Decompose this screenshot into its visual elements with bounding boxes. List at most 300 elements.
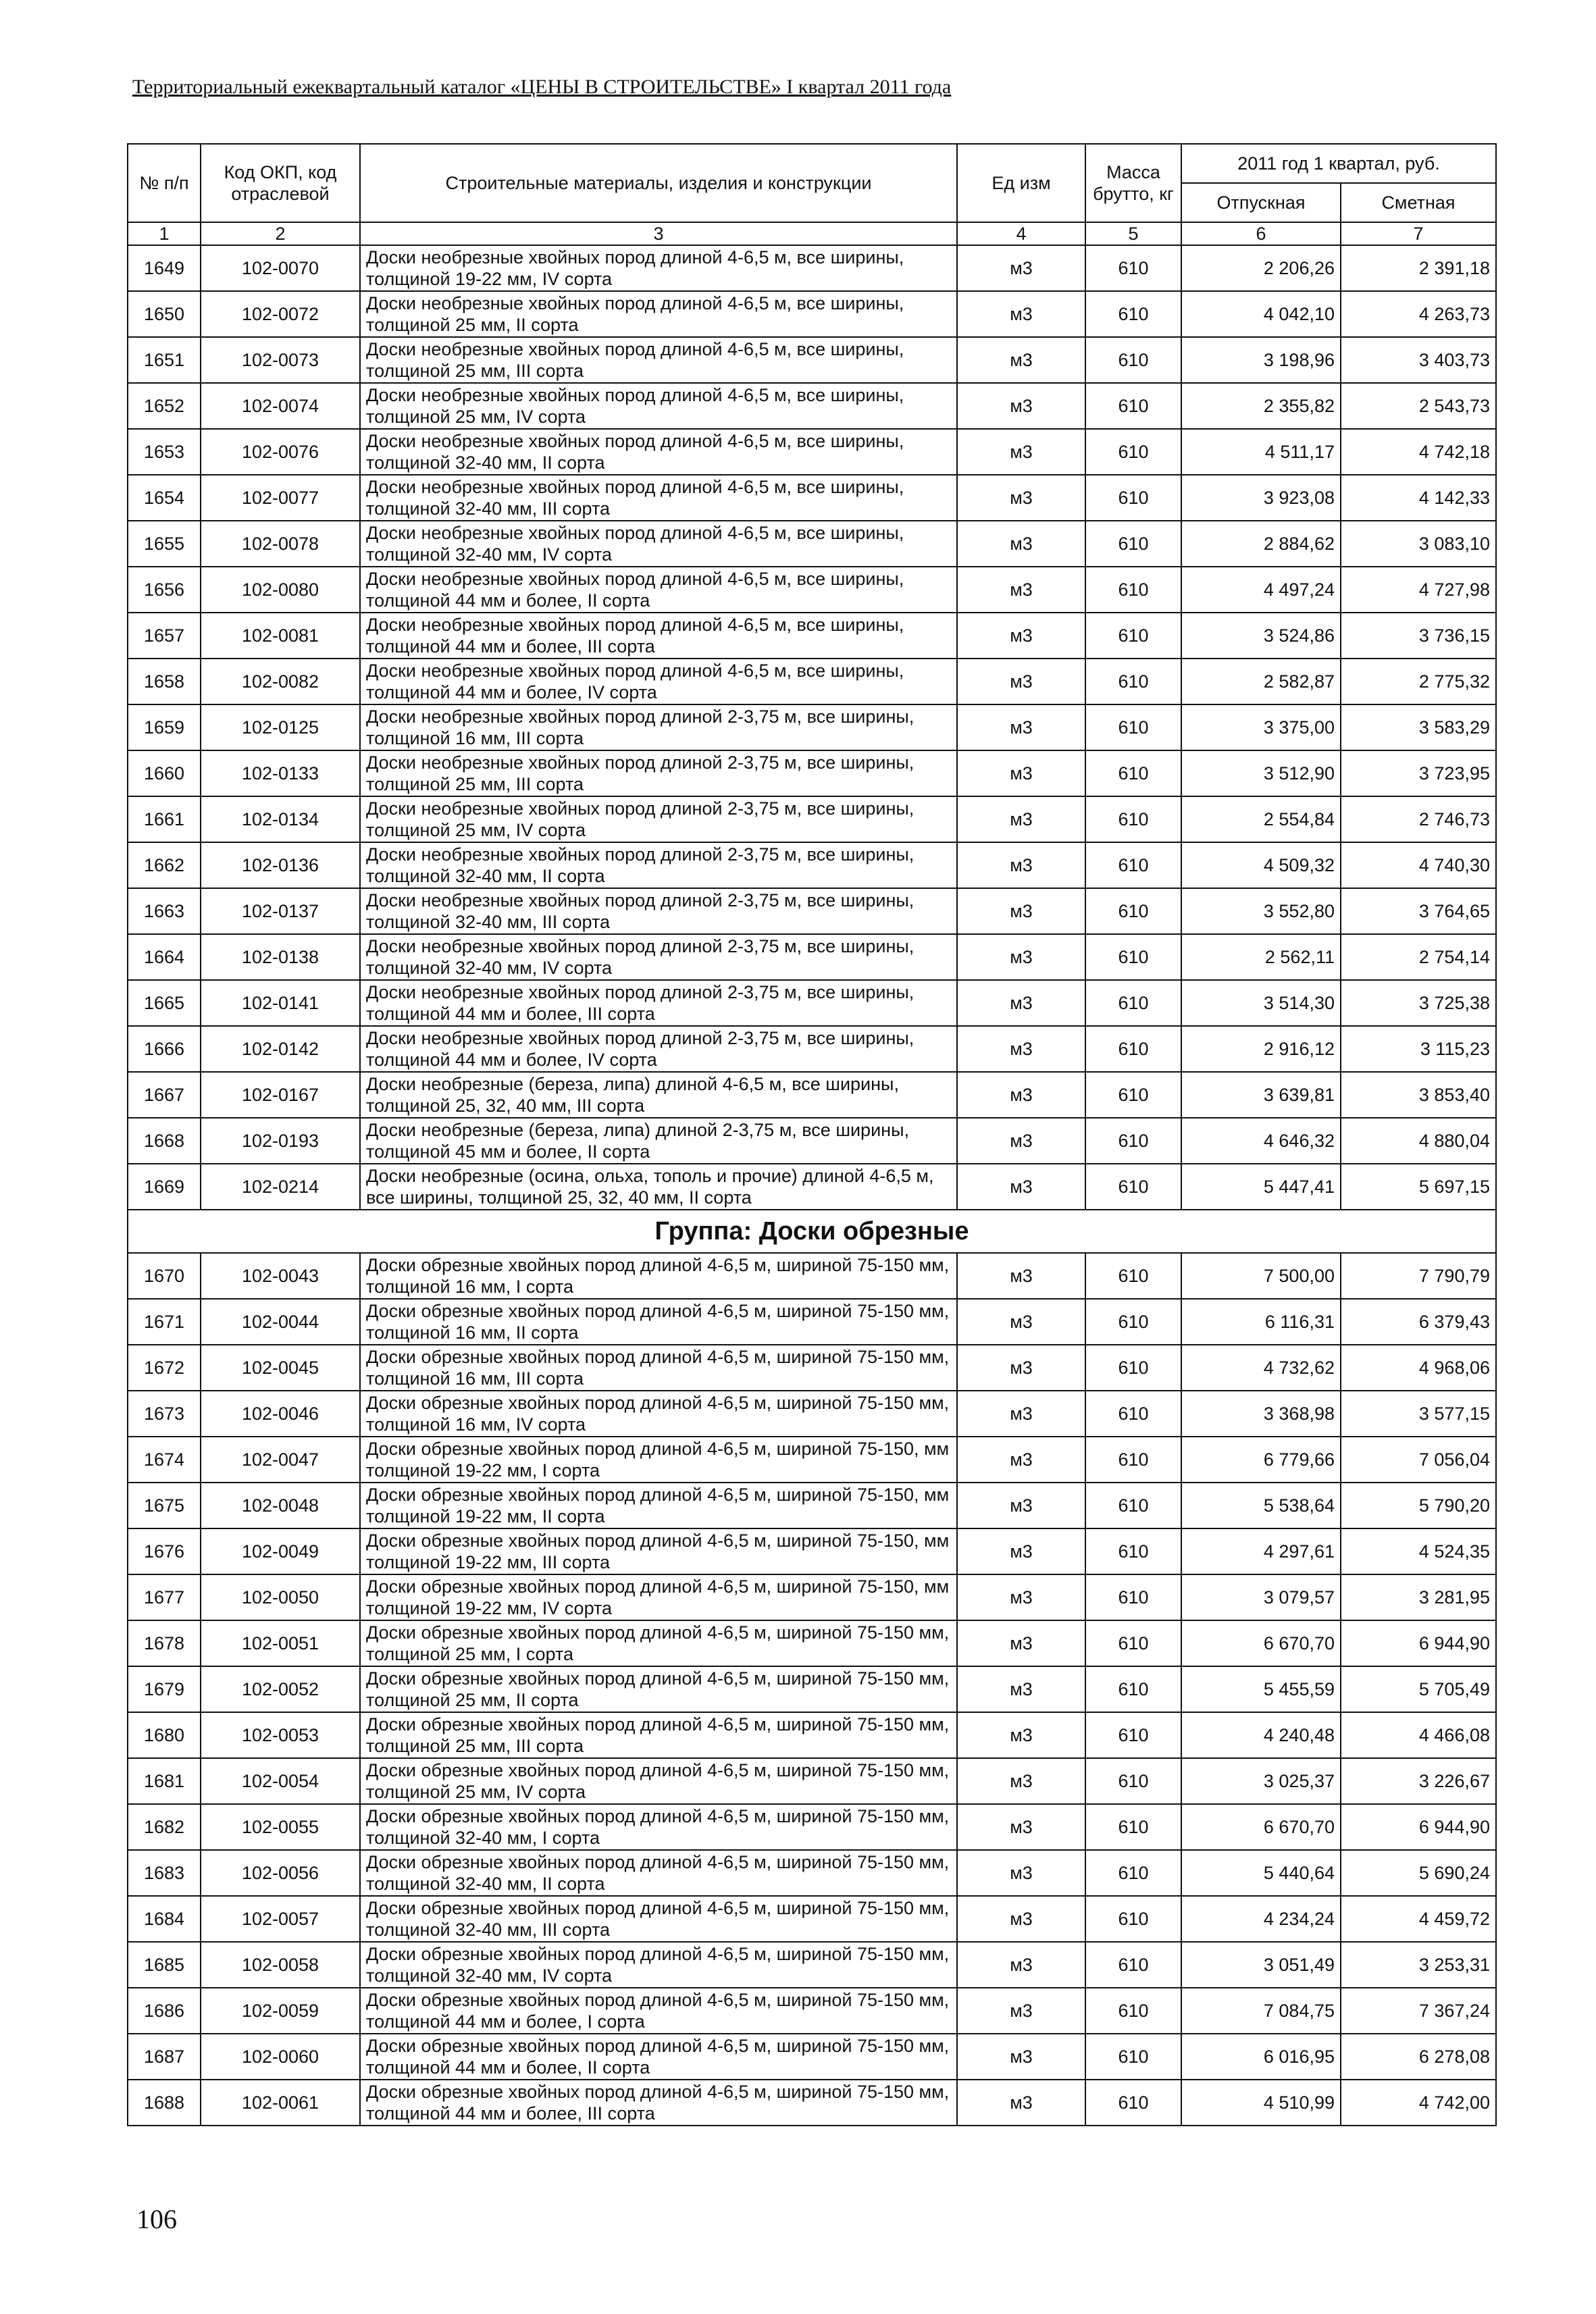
row-price-estimate: 3 736,15 <box>1341 613 1496 659</box>
row-number: 1669 <box>128 1164 201 1210</box>
row-price-release: 3 639,81 <box>1181 1072 1341 1118</box>
row-number: 1675 <box>128 1483 201 1528</box>
row-mass: 610 <box>1085 1574 1181 1620</box>
table-row <box>128 1483 1496 1528</box>
row-number: 1685 <box>128 1942 201 1988</box>
row-name: Доски необрезные (береза, липа) длиной 4-6,5 м, все ширины, толщиной 25, 32, 40 мм, III сорта <box>360 1072 957 1118</box>
row-unit: м3 <box>957 750 1085 796</box>
column-number-row <box>128 222 1496 245</box>
column-number: 1 <box>128 222 201 245</box>
row-number: 1668 <box>128 1118 201 1164</box>
row-price-release: 5 440,64 <box>1181 1850 1341 1896</box>
row-number: 1686 <box>128 1988 201 2034</box>
row-name: Доски необрезные хвойных пород длиной 4-6,5 м, все ширины, толщиной 25 мм, III сорта <box>360 337 957 383</box>
row-code: 102-0133 <box>201 750 360 796</box>
row-code: 102-0081 <box>201 613 360 659</box>
row-price-estimate: 4 459,72 <box>1341 1896 1496 1942</box>
row-name: Доски необрезные хвойных пород длиной 4-6,5 м, все ширины, толщиной 32-40 мм, II сорта <box>360 429 957 475</box>
row-unit: м3 <box>957 659 1085 704</box>
column-header-period: 2011 год 1 квартал, руб. <box>1181 144 1496 183</box>
row-price-estimate: 2 775,32 <box>1341 659 1496 704</box>
table-row <box>128 1026 1496 1072</box>
row-price-release: 4 732,62 <box>1181 1345 1341 1391</box>
row-number: 1679 <box>128 1666 201 1712</box>
row-code: 102-0059 <box>201 1988 360 2034</box>
row-unit: м3 <box>957 1942 1085 1988</box>
column-number: 6 <box>1181 222 1341 245</box>
row-price-release: 5 447,41 <box>1181 1164 1341 1210</box>
row-code: 102-0082 <box>201 659 360 704</box>
page-number: 106 <box>136 2204 177 2234</box>
row-name: Доски необрезные хвойных пород длиной 4-6,5 м, все ширины, толщиной 25 мм, IV сорта <box>360 383 957 429</box>
row-number: 1683 <box>128 1850 201 1896</box>
row-unit: м3 <box>957 567 1085 613</box>
row-code: 102-0045 <box>201 1345 360 1391</box>
row-price-release: 4 511,17 <box>1181 429 1341 475</box>
row-name: Доски необрезные хвойных пород длиной 2-3,75 м, все ширины, толщиной 32-40 мм, III сорта <box>360 888 957 934</box>
row-number: 1661 <box>128 796 201 842</box>
row-name: Доски необрезные хвойных пород длиной 4-6,5 м, все ширины, толщиной 44 мм и более, III сорта <box>360 613 957 659</box>
row-code: 102-0134 <box>201 796 360 842</box>
row-name: Доски обрезные хвойных пород длиной 4-6,5 м, шириной 75-150 мм, толщиной 32-40 мм, III сорта <box>360 1896 957 1942</box>
row-name: Доски обрезные хвойных пород длиной 4-6,5 м, шириной 75-150 мм, толщиной 16 мм, II сорта <box>360 1299 957 1345</box>
row-name: Доски обрезные хвойных пород длиной 4-6,5 м, шириной 75-150 мм, толщиной 25 мм, IV сорта <box>360 1758 957 1804</box>
row-unit: м3 <box>957 1072 1085 1118</box>
row-name: Доски обрезные хвойных пород длиной 4-6,5 м, шириной 75-150, мм толщиной 19-22 мм, II сорта <box>360 1483 957 1528</box>
row-code: 102-0048 <box>201 1483 360 1528</box>
table-row <box>128 1896 1496 1942</box>
row-number: 1682 <box>128 1804 201 1850</box>
row-price-release: 2 582,87 <box>1181 659 1341 704</box>
row-code: 102-0049 <box>201 1528 360 1574</box>
table-row <box>128 1850 1496 1896</box>
row-number: 1665 <box>128 980 201 1026</box>
row-unit: м3 <box>957 1299 1085 1345</box>
row-mass: 610 <box>1085 1712 1181 1758</box>
row-name: Доски обрезные хвойных пород длиной 4-6,5 м, шириной 75-150, мм толщиной 19-22 мм, IV сорта <box>360 1574 957 1620</box>
row-number: 1655 <box>128 521 201 567</box>
row-code: 102-0054 <box>201 1758 360 1804</box>
row-number: 1672 <box>128 1345 201 1391</box>
table-row <box>128 1253 1496 1299</box>
row-price-estimate: 3 226,67 <box>1341 1758 1496 1804</box>
row-price-estimate: 3 577,15 <box>1341 1391 1496 1437</box>
table-row <box>128 613 1496 659</box>
row-mass: 610 <box>1085 1666 1181 1712</box>
group-section <box>128 1210 1496 1253</box>
table-row <box>128 475 1496 521</box>
row-price-estimate: 4 968,06 <box>1341 1345 1496 1391</box>
row-code: 102-0051 <box>201 1620 360 1666</box>
row-name: Доски обрезные хвойных пород длиной 4-6,5 м, шириной 75-150 мм, толщиной 32-40 мм, II сорта <box>360 1850 957 1896</box>
row-number: 1662 <box>128 842 201 888</box>
row-unit: м3 <box>957 1666 1085 1712</box>
table-row <box>128 750 1496 796</box>
row-unit: м3 <box>957 613 1085 659</box>
table-row <box>128 1620 1496 1666</box>
row-mass: 610 <box>1085 337 1181 383</box>
row-mass: 610 <box>1085 1345 1181 1391</box>
row-price-estimate: 5 690,24 <box>1341 1850 1496 1896</box>
row-mass: 610 <box>1085 475 1181 521</box>
row-number: 1666 <box>128 1026 201 1072</box>
row-price-estimate: 5 705,49 <box>1341 1666 1496 1712</box>
table-row <box>128 842 1496 888</box>
row-number: 1667 <box>128 1072 201 1118</box>
table-row <box>128 934 1496 980</box>
row-code: 102-0044 <box>201 1299 360 1345</box>
row-number: 1670 <box>128 1253 201 1299</box>
row-price-estimate: 3 115,23 <box>1341 1026 1496 1072</box>
row-unit: м3 <box>957 1850 1085 1896</box>
row-price-release: 4 297,61 <box>1181 1528 1341 1574</box>
row-code: 102-0193 <box>201 1118 360 1164</box>
table-row <box>128 1437 1496 1483</box>
row-price-release: 3 198,96 <box>1181 337 1341 383</box>
row-unit: м3 <box>957 1026 1085 1072</box>
row-code: 102-0043 <box>201 1253 360 1299</box>
row-name: Доски обрезные хвойных пород длиной 4-6,5 м, шириной 75-150, мм толщиной 19-22 мм, I сорта <box>360 1437 957 1483</box>
row-price-estimate: 5 697,15 <box>1341 1164 1496 1210</box>
row-price-estimate: 2 754,14 <box>1341 934 1496 980</box>
column-header-name: Строительные материалы, изделия и конструкции <box>360 144 957 222</box>
row-unit: м3 <box>957 245 1085 291</box>
row-name: Доски необрезные хвойных пород длиной 4-6,5 м, все ширины, толщиной 32-40 мм, IV сорта <box>360 521 957 567</box>
row-price-estimate: 3 723,95 <box>1341 750 1496 796</box>
table-body-ungrouped <box>128 245 1496 1210</box>
table-row <box>128 337 1496 383</box>
row-code: 102-0050 <box>201 1574 360 1620</box>
row-name: Доски необрезные хвойных пород длиной 4-6,5 м, все ширины, толщиной 25 мм, II сорта <box>360 291 957 337</box>
row-code: 102-0080 <box>201 567 360 613</box>
row-price-release: 5 455,59 <box>1181 1666 1341 1712</box>
table-row <box>128 521 1496 567</box>
row-mass: 610 <box>1085 1072 1181 1118</box>
table-row <box>128 245 1496 291</box>
row-mass: 610 <box>1085 750 1181 796</box>
row-price-release: 6 670,70 <box>1181 1804 1341 1850</box>
row-unit: м3 <box>957 704 1085 750</box>
row-name: Доски необрезные хвойных пород длиной 4-6,5 м, все ширины, толщиной 32-40 мм, III сорта <box>360 475 957 521</box>
row-price-estimate: 7 367,24 <box>1341 1988 1496 2034</box>
row-mass: 610 <box>1085 659 1181 704</box>
row-unit: м3 <box>957 475 1085 521</box>
row-mass: 610 <box>1085 245 1181 291</box>
table-row <box>128 796 1496 842</box>
row-price-release: 5 538,64 <box>1181 1483 1341 1528</box>
row-price-release: 4 509,32 <box>1181 842 1341 888</box>
row-name: Доски обрезные хвойных пород длиной 4-6,5 м, шириной 75-150 мм, толщиной 25 мм, I сорта <box>360 1620 957 1666</box>
row-price-release: 3 051,49 <box>1181 1942 1341 1988</box>
table-row <box>128 704 1496 750</box>
table-row <box>128 888 1496 934</box>
row-code: 102-0214 <box>201 1164 360 1210</box>
row-price-estimate: 4 727,98 <box>1341 567 1496 613</box>
row-price-release: 7 500,00 <box>1181 1253 1341 1299</box>
row-mass: 610 <box>1085 1483 1181 1528</box>
row-name: Доски необрезные хвойных пород длиной 2-3,75 м, все ширины, толщиной 16 мм, III сорта <box>360 704 957 750</box>
row-price-release: 6 670,70 <box>1181 1620 1341 1666</box>
row-number: 1674 <box>128 1437 201 1483</box>
row-price-release: 3 025,37 <box>1181 1758 1341 1804</box>
row-code: 102-0142 <box>201 1026 360 1072</box>
row-name: Доски обрезные хвойных пород длиной 4-6,5 м, шириной 75-150 мм, толщиной 32-40 мм, I сорта <box>360 1804 957 1850</box>
row-unit: м3 <box>957 796 1085 842</box>
table-row <box>128 1345 1496 1391</box>
row-price-estimate: 2 543,73 <box>1341 383 1496 429</box>
price-table <box>127 143 1497 2126</box>
row-name: Доски необрезные (береза, липа) длиной 2-3,75 м, все ширины, толщиной 45 мм и более, II сорта <box>360 1118 957 1164</box>
row-mass: 610 <box>1085 934 1181 980</box>
row-price-release: 4 510,99 <box>1181 2080 1341 2126</box>
row-code: 102-0141 <box>201 980 360 1026</box>
table-row <box>128 1391 1496 1437</box>
column-header-release: Отпускная <box>1181 183 1341 222</box>
row-name: Доски обрезные хвойных пород длиной 4-6,5 м, шириной 75-150 мм, толщиной 44 мм и более, III сорта <box>360 2080 957 2126</box>
row-price-estimate: 3 725,38 <box>1341 980 1496 1026</box>
row-price-release: 3 552,80 <box>1181 888 1341 934</box>
row-mass: 610 <box>1085 429 1181 475</box>
row-name: Доски необрезные хвойных пород длиной 2-3,75 м, все ширины, толщиной 44 мм и более, IV сорта <box>360 1026 957 1072</box>
row-mass: 610 <box>1085 2080 1181 2126</box>
row-code: 102-0058 <box>201 1942 360 1988</box>
row-unit: м3 <box>957 1483 1085 1528</box>
row-unit: м3 <box>957 2080 1085 2126</box>
row-mass: 610 <box>1085 1437 1181 1483</box>
row-price-release: 4 497,24 <box>1181 567 1341 613</box>
row-price-estimate: 3 853,40 <box>1341 1072 1496 1118</box>
column-number: 3 <box>360 222 957 245</box>
row-code: 102-0136 <box>201 842 360 888</box>
row-mass: 610 <box>1085 888 1181 934</box>
row-price-release: 2 916,12 <box>1181 1026 1341 1072</box>
row-name: Доски необрезные хвойных пород длиной 2-3,75 м, все ширины, толщиной 25 мм, III сорта <box>360 750 957 796</box>
row-name: Доски обрезные хвойных пород длиной 4-6,5 м, шириной 75-150 мм, толщиной 16 мм, III сорта <box>360 1345 957 1391</box>
row-code: 102-0056 <box>201 1850 360 1896</box>
row-number: 1657 <box>128 613 201 659</box>
row-mass: 610 <box>1085 567 1181 613</box>
table-header <box>128 144 1496 245</box>
row-price-release: 4 234,24 <box>1181 1896 1341 1942</box>
row-code: 102-0055 <box>201 1804 360 1850</box>
row-price-release: 3 524,86 <box>1181 613 1341 659</box>
row-price-estimate: 6 944,90 <box>1341 1620 1496 1666</box>
row-code: 102-0137 <box>201 888 360 934</box>
row-unit: м3 <box>957 1528 1085 1574</box>
row-name: Доски обрезные хвойных пород длиной 4-6,5 м, шириной 75-150 мм, толщиной 44 мм и более, II сорта <box>360 2034 957 2080</box>
row-number: 1652 <box>128 383 201 429</box>
table-row <box>128 1666 1496 1712</box>
table-row <box>128 567 1496 613</box>
row-name: Доски необрезные хвойных пород длиной 2-3,75 м, все ширины, толщиной 32-40 мм, IV сорта <box>360 934 957 980</box>
row-name: Доски необрезные хвойных пород длиной 4-6,5 м, все ширины, толщиной 44 мм и более, IV сорта <box>360 659 957 704</box>
row-price-estimate: 6 379,43 <box>1341 1299 1496 1345</box>
page-header-title: Территориальный ежеквартальный каталог «ЦЕНЫ В СТРОИТЕЛЬСТВЕ» I квартал 2011 года <box>132 76 952 98</box>
table-row <box>128 1942 1496 1988</box>
row-number: 1664 <box>128 934 201 980</box>
table-row <box>128 1804 1496 1850</box>
row-code: 102-0046 <box>201 1391 360 1437</box>
row-number: 1684 <box>128 1896 201 1942</box>
column-header-num: № п/п <box>128 144 201 222</box>
row-price-estimate: 2 391,18 <box>1341 245 1496 291</box>
row-price-release: 2 554,84 <box>1181 796 1341 842</box>
row-price-estimate: 4 524,35 <box>1341 1528 1496 1574</box>
row-unit: м3 <box>957 1988 1085 2034</box>
row-number: 1680 <box>128 1712 201 1758</box>
row-code: 102-0061 <box>201 2080 360 2126</box>
row-name: Доски необрезные хвойных пород длиной 2-3,75 м, все ширины, толщиной 44 мм и более, III сорта <box>360 980 957 1026</box>
row-price-release: 3 514,30 <box>1181 980 1341 1026</box>
row-number: 1653 <box>128 429 201 475</box>
row-number: 1649 <box>128 245 201 291</box>
row-number: 1663 <box>128 888 201 934</box>
row-price-estimate: 5 790,20 <box>1341 1483 1496 1528</box>
row-mass: 610 <box>1085 1026 1181 1072</box>
row-number: 1656 <box>128 567 201 613</box>
row-mass: 610 <box>1085 1850 1181 1896</box>
table-row <box>128 1574 1496 1620</box>
table-body-group-edged <box>128 1253 1496 2126</box>
column-header-code: Код ОКП, код отраслевой <box>201 144 360 222</box>
row-price-estimate: 4 742,18 <box>1341 429 1496 475</box>
row-code: 102-0078 <box>201 521 360 567</box>
row-price-estimate: 4 142,33 <box>1341 475 1496 521</box>
row-unit: м3 <box>957 1164 1085 1210</box>
row-number: 1659 <box>128 704 201 750</box>
row-unit: м3 <box>957 2034 1085 2080</box>
table-row <box>128 1072 1496 1118</box>
row-code: 102-0138 <box>201 934 360 980</box>
row-price-release: 2 562,11 <box>1181 934 1341 980</box>
row-number: 1660 <box>128 750 201 796</box>
row-number: 1677 <box>128 1574 201 1620</box>
row-number: 1658 <box>128 659 201 704</box>
row-code: 102-0076 <box>201 429 360 475</box>
row-price-estimate: 4 740,30 <box>1341 842 1496 888</box>
row-name: Доски обрезные хвойных пород длиной 4-6,5 м, шириной 75-150 мм, толщиной 25 мм, II сорта <box>360 1666 957 1712</box>
row-name: Доски необрезные хвойных пород длиной 2-3,75 м, все ширины, толщиной 25 мм, IV сорта <box>360 796 957 842</box>
row-unit: м3 <box>957 1620 1085 1666</box>
row-name: Доски обрезные хвойных пород длиной 4-6,5 м, шириной 75-150 мм, толщиной 16 мм, IV сорта <box>360 1391 957 1437</box>
column-number: 5 <box>1085 222 1181 245</box>
row-number: 1651 <box>128 337 201 383</box>
row-price-estimate: 7 056,04 <box>1341 1437 1496 1483</box>
row-unit: м3 <box>957 383 1085 429</box>
row-mass: 610 <box>1085 1942 1181 1988</box>
row-name: Доски обрезные хвойных пород длиной 4-6,5 м, шириной 75-150 мм, толщиной 32-40 мм, IV сорта <box>360 1942 957 1988</box>
row-mass: 610 <box>1085 1164 1181 1210</box>
row-unit: м3 <box>957 888 1085 934</box>
row-number: 1688 <box>128 2080 201 2126</box>
row-price-release: 2 355,82 <box>1181 383 1341 429</box>
table-row <box>128 1758 1496 1804</box>
row-number: 1673 <box>128 1391 201 1437</box>
row-name: Доски обрезные хвойных пород длиной 4-6,5 м, шириной 75-150 мм, толщиной 44 мм и более, I сорта <box>360 1988 957 2034</box>
row-unit: м3 <box>957 934 1085 980</box>
row-code: 102-0047 <box>201 1437 360 1483</box>
table-row <box>128 2034 1496 2080</box>
column-header-estimate: Сметная <box>1341 183 1496 222</box>
row-price-estimate: 6 278,08 <box>1341 2034 1496 2080</box>
row-code: 102-0073 <box>201 337 360 383</box>
row-name: Доски необрезные (осина, ольха, тополь и прочие) длиной 4-6,5 м, все ширины, толщиной 25, 32, 40 мм, II сорта <box>360 1164 957 1210</box>
table-row <box>128 1118 1496 1164</box>
row-code: 102-0077 <box>201 475 360 521</box>
row-code: 102-0070 <box>201 245 360 291</box>
row-price-release: 6 016,95 <box>1181 2034 1341 2080</box>
row-price-estimate: 4 466,08 <box>1341 1712 1496 1758</box>
row-mass: 610 <box>1085 1758 1181 1804</box>
row-number: 1676 <box>128 1528 201 1574</box>
row-name: Доски обрезные хвойных пород длиной 4-6,5 м, шириной 75-150 мм, толщиной 16 мм, I сорта <box>360 1253 957 1299</box>
row-unit: м3 <box>957 1712 1085 1758</box>
row-unit: м3 <box>957 291 1085 337</box>
row-number: 1687 <box>128 2034 201 2080</box>
row-price-release: 3 512,90 <box>1181 750 1341 796</box>
column-number: 2 <box>201 222 360 245</box>
row-code: 102-0057 <box>201 1896 360 1942</box>
row-price-estimate: 3 403,73 <box>1341 337 1496 383</box>
row-mass: 610 <box>1085 1620 1181 1666</box>
row-price-estimate: 7 790,79 <box>1341 1253 1496 1299</box>
row-mass: 610 <box>1085 1528 1181 1574</box>
row-number: 1678 <box>128 1620 201 1666</box>
row-price-release: 6 116,31 <box>1181 1299 1341 1345</box>
row-price-estimate: 3 583,29 <box>1341 704 1496 750</box>
row-price-estimate: 3 764,65 <box>1341 888 1496 934</box>
row-price-estimate: 4 263,73 <box>1341 291 1496 337</box>
table-row <box>128 1712 1496 1758</box>
row-unit: м3 <box>957 1896 1085 1942</box>
row-mass: 610 <box>1085 383 1181 429</box>
row-mass: 610 <box>1085 1988 1181 2034</box>
row-mass: 610 <box>1085 1253 1181 1299</box>
row-price-estimate: 3 083,10 <box>1341 521 1496 567</box>
row-number: 1654 <box>128 475 201 521</box>
row-number: 1650 <box>128 291 201 337</box>
table-row <box>128 1528 1496 1574</box>
table-row <box>128 2080 1496 2126</box>
row-code: 102-0052 <box>201 1666 360 1712</box>
row-mass: 610 <box>1085 291 1181 337</box>
row-unit: м3 <box>957 1574 1085 1620</box>
row-name: Доски необрезные хвойных пород длиной 4-6,5 м, все ширины, толщиной 19-22 мм, IV сорта <box>360 245 957 291</box>
row-price-release: 3 368,98 <box>1181 1391 1341 1437</box>
row-price-release: 3 923,08 <box>1181 475 1341 521</box>
table-row <box>128 291 1496 337</box>
row-mass: 610 <box>1085 1896 1181 1942</box>
row-price-release: 2 884,62 <box>1181 521 1341 567</box>
column-header-mass: Масса брутто, кг <box>1085 144 1181 222</box>
row-unit: м3 <box>957 337 1085 383</box>
row-price-release: 4 042,10 <box>1181 291 1341 337</box>
table-row <box>128 980 1496 1026</box>
row-unit: м3 <box>957 1345 1085 1391</box>
row-unit: м3 <box>957 980 1085 1026</box>
row-price-release: 6 779,66 <box>1181 1437 1341 1483</box>
row-price-release: 4 240,48 <box>1181 1712 1341 1758</box>
group-title: Группа: Доски обрезные <box>128 1210 1496 1253</box>
row-price-release: 3 375,00 <box>1181 704 1341 750</box>
row-name: Доски необрезные хвойных пород длиной 4-6,5 м, все ширины, толщиной 44 мм и более, II сорта <box>360 567 957 613</box>
row-price-estimate: 2 746,73 <box>1341 796 1496 842</box>
row-unit: м3 <box>957 429 1085 475</box>
table-row <box>128 1164 1496 1210</box>
row-mass: 610 <box>1085 704 1181 750</box>
row-price-release: 7 084,75 <box>1181 1988 1341 2034</box>
row-unit: м3 <box>957 1758 1085 1804</box>
